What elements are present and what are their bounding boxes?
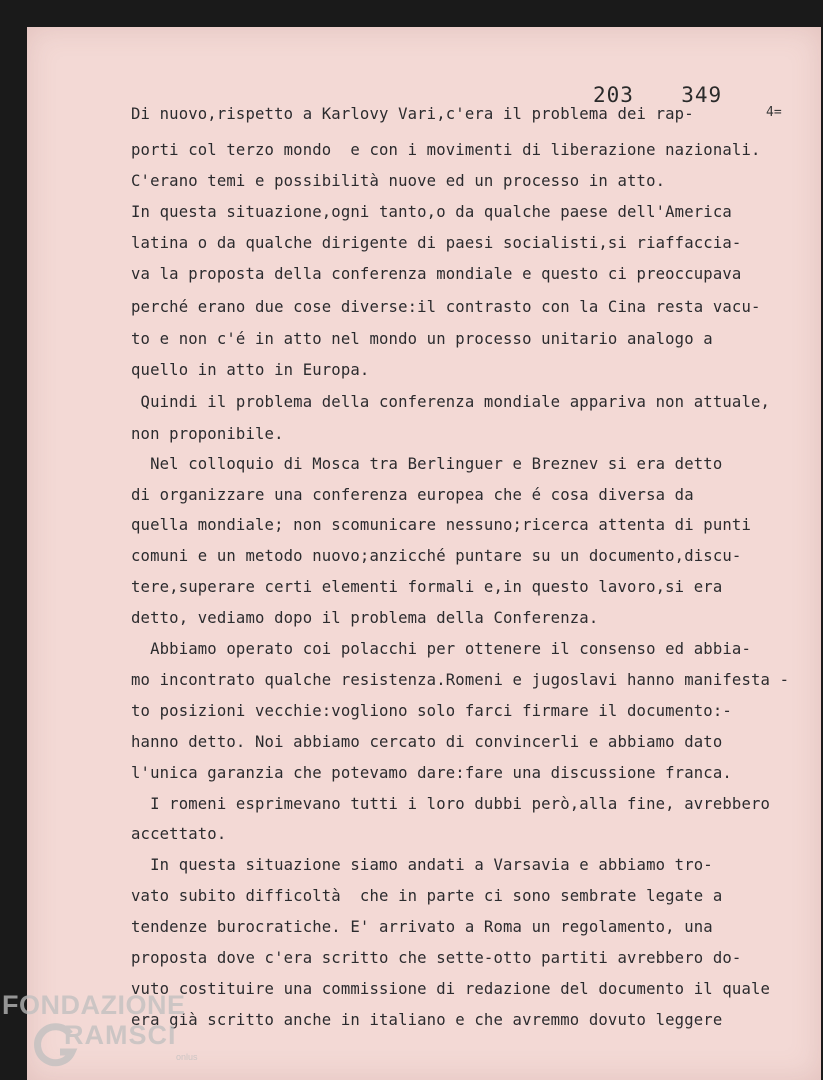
fondazione-gramsci-watermark [2, 990, 202, 1080]
text-line: to e non c'é in atto nel mondo un processo unitario analogo a [131, 330, 713, 348]
text-line: proposta dove c'era scritto che sette-otto partiti avrebbero do- [131, 949, 742, 967]
watermark-line1: FONDAZIONE [2, 990, 186, 1020]
text-line: quello in atto in Europa. [131, 361, 370, 379]
text-line: non proponibile. [131, 425, 284, 443]
text-line: va la proposta della conferenza mondiale e questo ci preoccupava [131, 265, 742, 283]
text-line: tendenze burocratiche. E' arrivato a Roma un regolamento, una [131, 918, 713, 936]
text-line: vato subito difficoltà che in parte ci sono sembrate legate a [131, 887, 723, 905]
text-line: perché erano due cose diverse:il contrasto con la Cina resta vacu- [131, 298, 761, 316]
text-line: In questa situazione siamo andati a Varsavia e abbiamo tro- [131, 856, 713, 874]
typewritten-page [27, 27, 821, 1080]
text-line: tere,superare certi elementi formali e,in questo lavoro,si era [131, 578, 723, 596]
text-line: l'unica garanzia che potevamo dare:fare una discussione franca. [131, 764, 732, 782]
text-line: porti col terzo mondo e con i movimenti di liberazione nazionali. [131, 141, 761, 159]
text-line: latina o da qualche dirigente di paesi socialisti,si riaffaccia- [131, 234, 742, 252]
text-line: C'erano temi e possibilità nuove ed un processo in atto. [131, 172, 666, 190]
text-line: Di nuovo,rispetto a Karlovy Vari,c'era il problema dei rap- [131, 105, 694, 123]
text-line: Quindi il problema della conferenza mondiale appariva non attuale, [131, 393, 771, 411]
text-line: mo incontrato qualche resistenza.Romeni e jugoslavi hanno manifesta - [131, 671, 790, 689]
text-line: I romeni esprimevano tutti i loro dubbi però,alla fine, avrebbero [131, 795, 771, 813]
watermark-onlus: onlus [176, 1052, 198, 1062]
text-line: era già scritto anche in italiano e che avremmo dovuto leggere [131, 1011, 723, 1029]
text-line: detto, vediamo dopo il problema della Conferenza. [131, 609, 599, 627]
text-line: In questa situazione,ogni tanto,o da qualche paese dell'America [131, 203, 732, 221]
archive-number: 203 349 [593, 83, 723, 107]
text-line: Nel colloquio di Mosca tra Berlinguer e Breznev si era detto [131, 455, 723, 473]
text-line: hanno detto. Noi abbiamo cercato di convincerli e abbiamo dato [131, 733, 723, 751]
text-line: to posizioni vecchie:vogliono solo farci firmare il documento:- [131, 702, 732, 720]
text-line: quella mondiale; non scomunicare nessuno;ricerca attenta di punti [131, 516, 751, 534]
text-line: Abbiamo operato coi polacchi per ottenere il consenso ed abbia- [131, 640, 751, 658]
text-line: vuto costituire una commissione di redazione del documento il quale [131, 980, 771, 998]
text-line: di organizzare una conferenza europea che é cosa diversa da [131, 486, 694, 504]
watermark-line2: RAMSCI [64, 1020, 177, 1050]
text-line: comuni e un metodo nuovo;anzicché puntare su un documento,discu- [131, 547, 742, 565]
text-line: accettato. [131, 825, 227, 843]
page-number: 4= [766, 105, 782, 120]
